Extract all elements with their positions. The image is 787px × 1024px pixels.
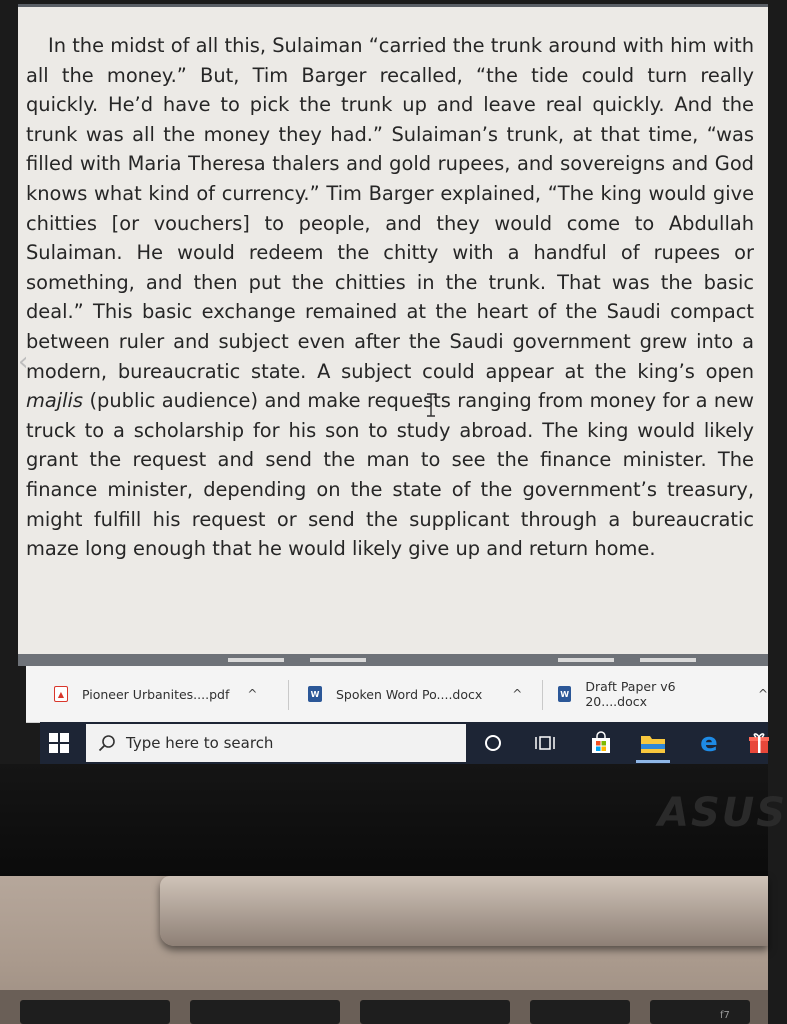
search-icon xyxy=(98,734,116,752)
laptop-hinge xyxy=(160,876,768,946)
download-item-pdf[interactable] xyxy=(54,678,257,710)
document-paragraph xyxy=(26,31,754,564)
scroll-marker xyxy=(640,658,696,662)
paragraph-text-part2: (public audience) and make requests ranging from money for a new truck to a scholarship for his son to study abroad. The king would likely grant the request and send the man to see the finance minister. The finance minister, depending on the state of the government’s treasury, might fulfill his request or send the supplicant through a bureaucratic maze long enough that he would likely give up and return home. xyxy=(26,389,754,561)
download-divider xyxy=(288,680,289,710)
download-filename: Spoken Word Po....docx xyxy=(336,686,483,702)
store-icon[interactable] xyxy=(586,728,616,758)
download-filename: Draft Paper v6 20....docx xyxy=(585,679,676,709)
word-doc-icon: W xyxy=(308,686,322,702)
download-item-docx-draft[interactable] xyxy=(558,678,768,710)
document-page[interactable] xyxy=(18,4,768,654)
keyboard-key xyxy=(20,1000,170,1024)
windows-taskbar xyxy=(40,722,768,764)
svg-text:e: e xyxy=(700,728,718,758)
gift-icon[interactable] xyxy=(744,728,774,758)
download-filename: Pioneer Urbanites....pdf xyxy=(82,686,230,702)
brand-logo: ASUS xyxy=(658,790,787,836)
taskbar-search-box[interactable] xyxy=(86,724,466,762)
download-bar xyxy=(26,666,768,723)
chevron-up-icon[interactable]: ^ xyxy=(757,687,768,701)
word-doc-icon: W xyxy=(558,686,571,702)
scroll-marker xyxy=(558,658,614,662)
edge-icon[interactable] xyxy=(694,728,724,758)
windows-start-icon[interactable] xyxy=(48,732,70,754)
chevron-up-icon[interactable]: ^ xyxy=(512,687,523,701)
scroll-marker xyxy=(310,658,366,662)
keyboard-key xyxy=(530,1000,630,1024)
paragraph-text-part1: In the midst of all this, Sulaiman “carried the trunk around with him with all the money.” But, Tim Barger recalled, “the tide could turn really quickly. He’d have to pick the trunk up and leave real quickly. And the trunk was all the money they had.” Sulaiman’s trunk, at that time, “was filled with Maria Theresa thalers and gold rupees, and sovereigns and God knows what kind of currency.” Tim Barger explained, “The king would give chitties [or vouchers] to people, and they would come to Abdullah Sulaiman. He would redeem the chitty with a handful of rupees or something, and then put the chitties in the trunk. That was the basic deal.” This basic exchange remained at the heart of the Saudi compact between ruler and subject even after the Saudi government grew into a modern, bureaucratic state. A subject could appear at the king’s open xyxy=(26,34,754,383)
chevron-up-icon[interactable]: ^ xyxy=(247,687,258,701)
paragraph-italic-term: majlis xyxy=(26,389,84,413)
chevron-left-icon[interactable]: ‹ xyxy=(18,347,29,377)
task-view-icon[interactable] xyxy=(530,728,560,758)
search-placeholder: Type here to search xyxy=(126,734,274,752)
keyboard-key xyxy=(190,1000,340,1024)
download-divider xyxy=(542,680,543,710)
pdf-icon: ▲ xyxy=(54,686,68,702)
keyboard-key xyxy=(360,1000,510,1024)
taskbar-active-indicator xyxy=(636,760,670,763)
keyboard-key xyxy=(650,1000,750,1024)
download-item-docx-spoken[interactable] xyxy=(308,678,522,710)
laptop-bezel xyxy=(0,764,768,876)
horizontal-scrollbar[interactable] xyxy=(18,654,768,666)
scroll-marker xyxy=(228,658,284,662)
file-explorer-icon[interactable] xyxy=(638,728,668,758)
key-label-f7: f7 xyxy=(720,1010,730,1021)
text-cursor-icon xyxy=(426,393,436,417)
cortana-circle-icon[interactable] xyxy=(478,728,508,758)
